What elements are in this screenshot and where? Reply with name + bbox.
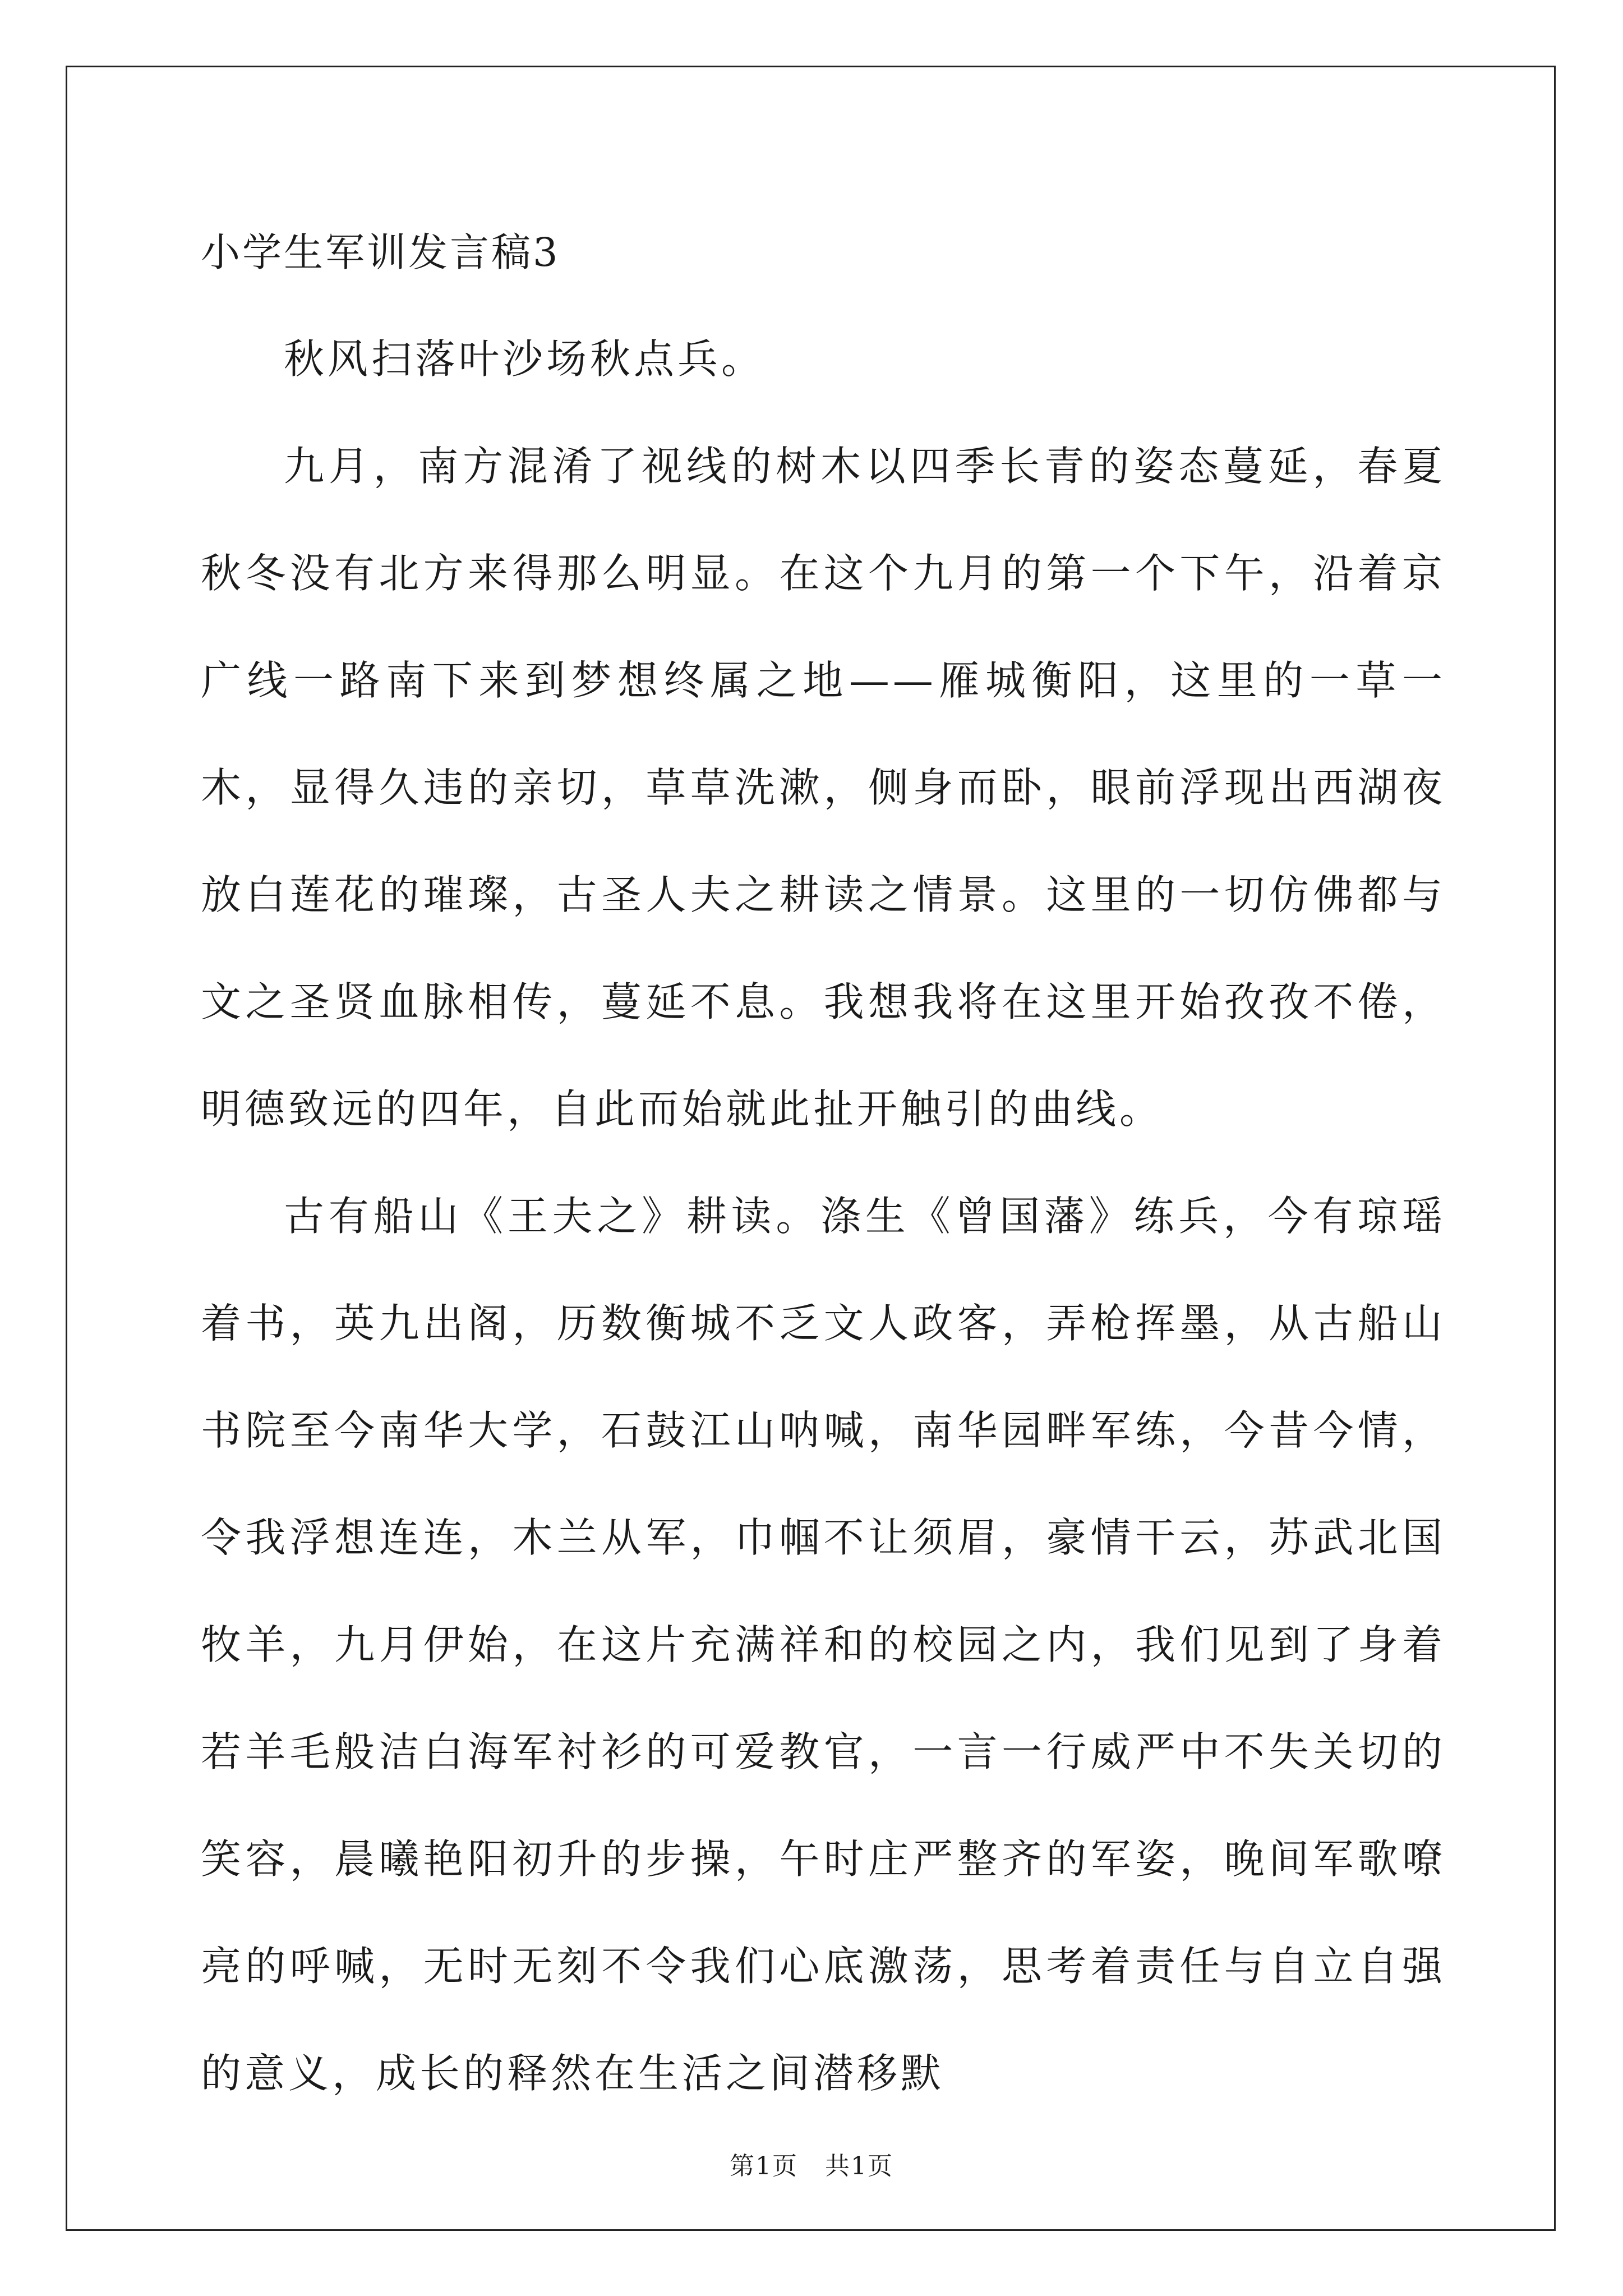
document-body (201, 224, 1446, 2127)
paragraph-1: 秋风扫落叶沙场秋点兵。 (284, 335, 766, 383)
paragraph-2: 九月，南方混淆了视线的树木以四季长青的姿态蔓延，春夏秋冬没有北方来得那么明显。在这个九月的第一个下午，沿着京广线一路南下来到梦想终属之地——雁城衡阳，这里的一草一木，显得久违的亲切，草草洗漱，侧身而卧，眼前浮现出西湖夜放白莲花的璀璨，古圣人夫之耕读之情景。这里的一切仿佛都与文之圣贤血脉相传，蔓延不息。我想我将在这里开始孜孜不倦，明德致远的四年，自此而始就此扯开触引的曲线。 (201, 443, 1446, 1133)
document-title: 小学生军训发言稿3 (201, 229, 560, 275)
page-footer: 第1页 共1页 (730, 2152, 893, 2180)
paragraph-3: 古有船山《王夫之》耕读。涤生《曾国藩》练兵，今有琼瑶着书，英九出阁，历数衡城不乏文人政客，弄枪挥墨，从古船山书院至今南华大学，石鼓江山呐喊，南华园畔军练，今昔今情，令我浮想连连，木兰从军，巾帼不让须眉，豪情干云，苏武北国牧羊，九月伊始，在这片充满祥和的校园之内，我们见到了身着若羊毛般洁白海军衬衫的可爱教官，一言一行威严中不失关切的笑容，晨曦艳阳初升的步操，午时庄严整齐的军姿，晚间军歌嘹亮的呼喊，无时无刻不令我们心底激荡，思考着责任与自立自强的意义，成长的释然在生活之间潜移默 (201, 1193, 1446, 2097)
